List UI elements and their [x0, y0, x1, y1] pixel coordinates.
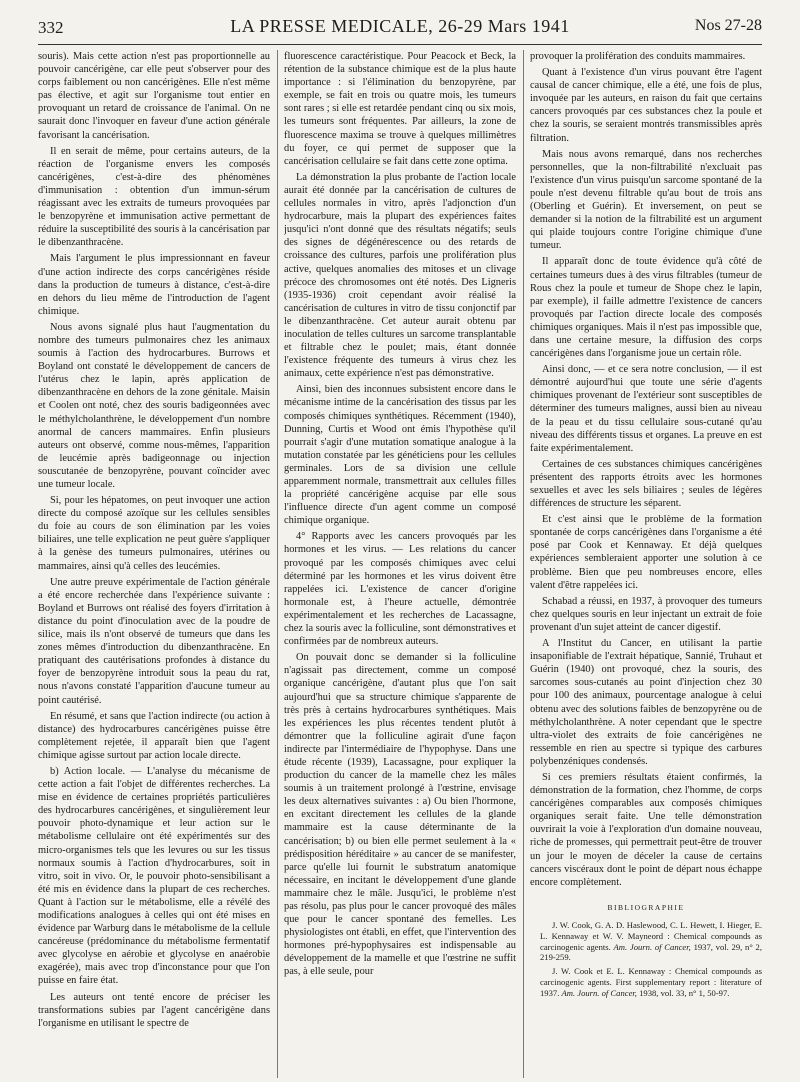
paragraph: b) Action locale. — L'analyse du mécanisme de cette action a fait l'objet de différentes recherches. La mise en évidence de certaines propriétés particulières des hydrocarbures cancérigènes, et singulièrement leur pouvoir photo-dynamique et leur action sur le métabolisme cellulaire ont été expérimentés sur des micro-organismes tels que les levures ou sur les tissus normaux soumis à l'action d'hydrocarbures, soit in vitro, soit in vivo. Or, le pouvoir photo-sensibilisant a été mis en évidence dans la plupart de ces recherches. Quant à l'action sur le métabolisme, elle a révélé des modifications analogues à celles qui ont été mises en évidence par Warburg dans le métabolisme de la cellule cancéreuse (prédominance du métabolisme fermentatif avec glycolyse en aérobie et glycolyse en anaérobie exagérée), mais avec trop d'inconstance pour que l'on puisse en faire état.: [38, 765, 270, 987]
text-column-3: [530, 50, 762, 1080]
column-divider: [523, 50, 524, 1078]
issue-number: Nos 27-28: [694, 17, 762, 34]
paragraph: Certaines de ces substances chimiques cancérigènes présentent des rapports étroits avec les hormones sexuelles et avec les sels biliaires ; seules de légères différences de structure les séparent.: [530, 458, 762, 510]
ref-journal: Am. Journ. of Cancer,: [561, 987, 637, 998]
paragraph: Il apparaît donc de toute évidence qu'à côté de certaines tumeurs dues à des virus filtrables (tumeur de Rous chez la poule et tumeur de Shope chez le lapin, par exemple), il faille admettre l'existence de cancers provoqués par l'action directe locale des composés chimiques organiques. Mais il n'est pas impossible que, dans une certaine mesure, la diffusion des corps cancérigènes dans l'organisme joue un certain rôle.: [530, 256, 762, 360]
bibliography-entry: [530, 966, 762, 998]
paragraph: Schabad a réussi, en 1937, à provoquer des tumeurs chez quelques souris en leur injectant un extrait de foie provenant d'un sujet atteint de cancer digestif.: [530, 595, 762, 633]
section-paragraph: 4° Rapports avec les cancers provoqués par les hormones et les virus. — Les relations du cancer provoqué par les composés chimiques avec celui déterminé par les hormones et les virus doivent être rappelées ici. L'existence de cancer d'origine hormonale est, à l'heure actuelle, démontrée expérimentalement et les recherches de Lacassagne, chez la souris avec la folliculine, sont démonstratives et confirmées par de nombreux auteurs.: [284, 531, 516, 648]
paragraph: Quant à l'existence d'un virus pouvant être l'agent causal de cancer chimique, elle a été, une fois de plus, invoquée par les auteurs, en raison du fait que certains cancers provoqués par ces substances chez la poule et chez la souris, se seraient montrés transmissibles après filtration.: [530, 67, 762, 144]
paragraph: Si, pour les hépatomes, on peut invoquer une action directe du composé azoïque sur les cellules sensibles du foie au cours de son élimination par les voies biliaires, une telle explication ne peut guère s'appliquer à la genèse des tumeurs pulmonaires, utérines ou mammaires, ainsi qu'à celles des leucémies.: [38, 495, 270, 572]
paragraph: Nous avons signalé plus haut l'augmentation du nombre des tumeurs pulmonaires chez les animaux soumis à l'action des hydrocarbures. Burrows et Boyland ont constaté le développement de cancers de l'utérus chez le lapin, après application de dibenzanthracène en dehors de la zone génitale. Maisin et Coolen ont noté, chez des souris badigeonnées avec le méthylcholanthrène, le développement d'un nombre anormal de cancers mammaires. Enfin plusieurs auteurs ont observé, comme nous-mêmes, l'apparition de leucémie après badigeonnage ou injection souscutanée de benzopyrène, pouvant coïncider avec une tumeur locale.: [38, 321, 270, 490]
paragraph: souris). Mais cette action n'est pas proportionnelle au pouvoir cancérigène, car elle peut s'observer pour des corps faiblement ou non cancérigènes. Elle n'est même pas élective, et agit sur l'organisme tout entier en provoquant un retard de croissance de l'animal. On ne saurait donc l'invoquer en faveur d'une action générale favorisant la cancérisation.: [38, 51, 270, 141]
ref-title: Chemical compounds as carcinogenic agents. First supplementary report : literature of 1937.: [540, 966, 762, 998]
paragraph: Ainsi donc, — et ce sera notre conclusion, — il est démontré aujourd'hui que toute une série d'agents chimiques provenant de l'extérieur sont susceptibles de déterminer des tumeurs malignes, aussi bien au niveau de la peau et du tissu cellulaire sous-cutané qu'au niveau des différents tissus et organes. La preuve en est faite expérimentalement.: [530, 364, 762, 454]
paragraph: On pouvait donc se demander si la folliculine n'agissait pas directement, comme un composé organique cancérigène, d'autant plus que l'on sait aujourd'hui que sa structure chimique s'apparente de très près à certains hydrocarbures synthétiques. Mais les expériences les plus récentes tendent plutôt à démontrer que la folliculine agirait d'une façon indirecte par l'intermédiaire de l'hypophyse. Dans une étude récente (1939), Lacassagne, pour expliquer la production du cancer de la mamelle chez les mâles soumis à un traitement prolongé à l'œstrine, envisage les deux alternatives suivantes : a) Ou bien l'hormone, en excitant directement les cellules de la glande mammaire est la cause déterminante de la cancérisation; b) ou bien elle permet seulement à la « prédisposition héréditaire » au cancer de se manifester, parce qu'elle lui fournit le substratum anatomique nécessaire, en incitant le développement d'une glande mammaire chez le mâle. Jusqu'ici, le problème n'est pas résolu, pas plus pour le cancer provoqué des mâles que pour le cancer spontané des femelles. Les physiologistes ont établi, en effet, que l'intervention des hormones pré-hypophysaires est indispensable au développement de la mamelle et que l'œstrine ne suffit pas, à elle seule, pour: [284, 652, 516, 978]
ref-details: 1937, vol. 29, n° 2, 219-259.: [540, 941, 762, 963]
paragraph: A l'Institut du Cancer, en utilisant la partie insaponifiable de l'extrait hépatique, Sannié, Truhaut et Guérin (1940) ont provoqué, chez la souris, des sarcomes sous-cutanés au point d'injection chez 30 pour 100 des animaux, pourcentage analogue à celui obtenu avec des solutions faibles de benzopyrène ou de méthylcholanthrène. A noter cependant que le spectre ultra-violet des extraits de foie cancérigènes ne ressemble en rien au spectre si typique des carbures polybenzéniques condensés.: [530, 638, 762, 767]
ref-details: 1938, vol. 33, n° 1, 50-97.: [639, 987, 730, 998]
page-header: [38, 14, 762, 40]
paragraph: provoquer la prolifération des conduits mammaires.: [530, 51, 746, 62]
issue-date: 26-29 Mars 1941: [438, 16, 570, 36]
paragraph: La démonstration la plus probante de l'action locale aurait été donnée par la cancérisation de cultures de cellules normales in vitro, après l'adjonction d'un hydrocarbure, mais la plupart des expériences faites jusqu'ici n'ont donné que des résultats négatifs; seuls des signes de dégénérescence ou des retards de croissance des cultures, parfois une prolifération plus active, quelques anomalies des mitoses et un clivage précoce des chromosomes ont été notés. Des Ligneris (1935-1936) croit cependant avoir réalisé la cancérisation de cultures in vitro de tissu conjonctif par le dibenzanthracène. Cet auteur aurait obtenu par inoculation de telles cultures un sarcome transplantable et filtrable chez le poulet; mais, étant donnée l'existence fréquente des tumeurs à virus chez les animaux, cette expérience n'est pas démonstrative.: [284, 171, 516, 380]
ref-authors: J. W. Cook et E. L. Kennaway :: [552, 966, 672, 977]
paragraph: Les auteurs ont tenté encore de préciser les transformations subies par l'agent cancérigène dans l'organisme en utilisant le spectre de: [38, 991, 270, 1029]
paragraph: Si ces premiers résultats étaient confirmés, la démonstration de la formation, chez l'homme, de corps cancérigènes comparables aux composés chimiques organiques serait faite. Une telle démonstration ouvrirait la voie à l'exploration d'un domaine nouveau, riche de promesses, qui permettrait peut-être de trouver un jour le moyen de déceler la cause de certains cancers viscéraux dont le point de départ nous échappe encore complètement.: [530, 771, 762, 888]
journal-title-line: [38, 16, 762, 37]
paragraph: Il en serait de même, pour certains auteurs, de la réaction de l'organisme envers les composés cancérigènes, c'est-à-dire des phénomènes d'immunisation : obtention d'un immun-sérum réagissant avec les extraits de tumeurs provoquées par le benzopyrène et immunisation active permettant de réduire la susceptibilité des souris à la cancérisation par le dibenzanthracène.: [38, 145, 270, 249]
paragraph: Une autre preuve expérimentale de l'action générale a été encore recherchée dans l'expérience suivante : Boyland et Burrows ont réalisé des foyers d'irritation à distance du point d'inoculation avec de la poudre de silice, mais ils n'ont observé de tumeurs que dans les zones mêmes d'introduction du dibenzanthracène. En pratiquant des cautérisations profondes à distance du foyer de benzopyrène introduit sous la peau du rat, nous n'avons constaté l'apparition d'aucune tumeur au point cautérisé.: [38, 576, 270, 706]
text-column-2: [284, 50, 516, 1080]
paragraph: Mais nous avons remarqué, dans nos recherches personnelles, que la non-filtrabilité n'excluait pas l'existence d'un virus puisqu'un sarcome spontané de la poule n'est devenu filtrable qu'au bout de trois ans (Oberling et Guérin). Et inversement, on peut se demander si la notion de la filtrabilité est un argument qui plaide toujours contre l'origine chimique d'une tumeur.: [530, 148, 762, 252]
paragraph: Ainsi, bien des inconnues subsistent encore dans le mécanisme intime de la cancérisation des tissus par les composés chimiques synthétiques. Récemment (1940), Dunning, Curtis et Wood ont émis l'hypothèse qu'il pourrait s'agir d'une mutation somatique analogue à la mutation constatée par les généticiens pour les cellules germinales. Lors de sa division une cellule apparemment normale, transmettrait aux cellules filles la propriété cancérigène acquise par elle sous l'influence directe d'un agent comme un composé chimique organique.: [284, 384, 516, 527]
column-divider: [277, 50, 278, 1078]
paragraph: Et c'est ainsi que le problème de la formation spontanée de corps cancérigènes dans l'organisme a été posé par Cook et Kennaway. Et déjà quelques expériences sembleraient apporter une solution à ce problème. Bien que peu nombreuses encore, elles valent d'être rappelées ici.: [530, 514, 762, 591]
ref-authors: J. W. Cook, G. A. D. Haslewood, C. L. Hewett, I. Hieger, E. L. Kennaway et W. V. Mayneord :: [540, 919, 762, 941]
header-rule: [38, 44, 762, 45]
paragraph: Mais l'argument le plus impressionnant en faveur d'une action indirecte des corps cancérigènes réside dans la production de tumeurs à distance, c'est-à-dire en dehors du lieu même de l'introduction de l'agent chimique.: [38, 253, 270, 317]
paragraph: fluorescence caractéristique. Pour Peacock et Beck, la rétention de la substance chimique est de la plus haute importance : si l'élimination du benzopyrène, par exemple, se fait en trois ou quatre mois, les tumeurs sont rares ; si elle est retardée pendant cinq ou six mois, les tumeurs sont fréquentes. Par ailleurs, la zone de fluorescence maxima se trouve à quelques millimètres du foyer, ce qui permet de supposer que la cancérisation cellulaire se fait dans cette zone optima.: [284, 51, 516, 167]
text-column-1: [38, 50, 270, 1080]
ref-journal: Am. Journ. of Cancer,: [613, 941, 691, 952]
bibliography-entry: [530, 920, 762, 963]
ref-title: Chemical compounds as carcinogenic agents.: [540, 930, 762, 952]
paragraph: En résumé, et sans que l'action indirecte (ou action à distance) des hydrocarbures cancérigènes puisse être complètement rejetée, il apparaît bien que l'agent chimique agisse surtout par action locale directe.: [38, 710, 270, 761]
page-number: 332: [38, 18, 64, 37]
journal-name: LA PRESSE MEDICALE,: [230, 16, 434, 36]
bibliography-title: BIBLIOGRAPHIE: [607, 902, 685, 912]
